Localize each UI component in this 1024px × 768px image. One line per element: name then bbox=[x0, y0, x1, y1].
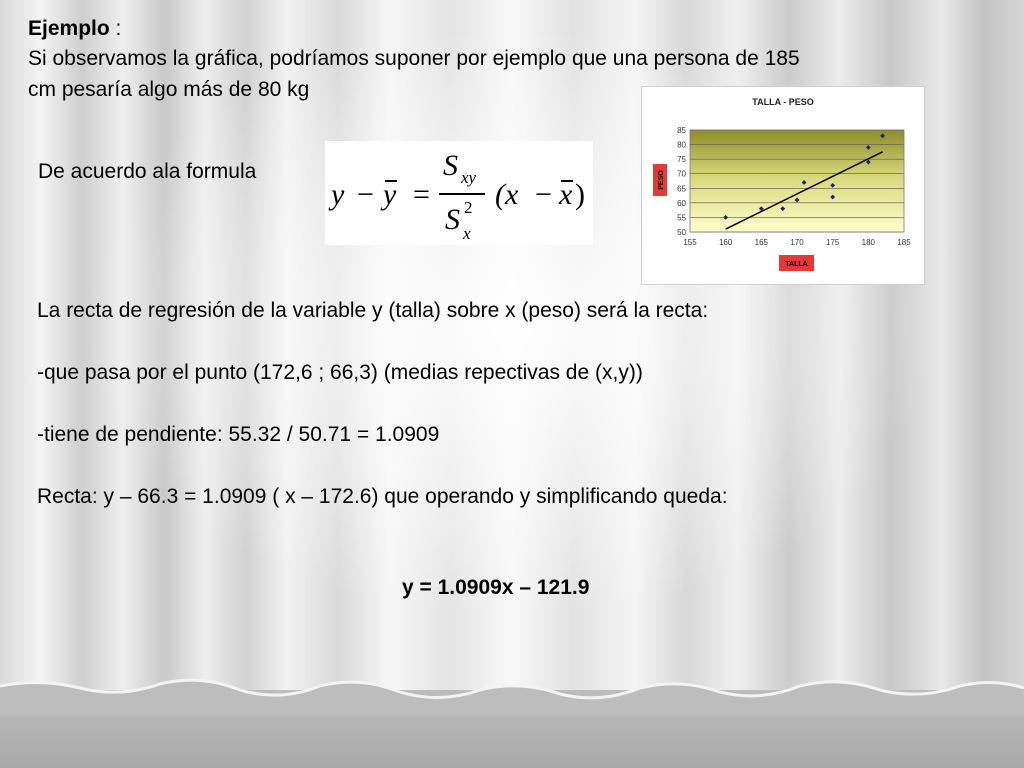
heading-suffix: : bbox=[109, 17, 122, 40]
y-tick-label: 75 bbox=[677, 155, 686, 165]
formula-rhs-mean: x bbox=[559, 178, 573, 211]
x-tick-label: 160 bbox=[718, 238, 733, 247]
formula-rhs-minus: − bbox=[535, 178, 552, 211]
paragraph-4: Recta: y – 66.3 = 1.0909 ( x – 172.6) que operando y simplificando queda: bbox=[37, 485, 728, 508]
formula-num-subscript: xy bbox=[461, 168, 477, 187]
regression-result: y = 1.0909x – 121.9 bbox=[402, 576, 590, 599]
x-tick-label: 175 bbox=[825, 238, 840, 247]
y-tick-label: 70 bbox=[677, 169, 686, 179]
regression-formula bbox=[325, 141, 593, 245]
chart-title: TALLA - PESO bbox=[752, 97, 814, 107]
x-tick-label: 170 bbox=[790, 238, 804, 247]
y-tick-label: 55 bbox=[677, 213, 686, 223]
formula-label: De acuerdo ala formula bbox=[38, 160, 257, 183]
x-tick-label: 165 bbox=[754, 238, 769, 247]
chart-xlabel: TALLA bbox=[785, 261, 808, 268]
formula-lhs-mean: y bbox=[383, 178, 397, 211]
chart-ylabel: PESO bbox=[658, 170, 665, 190]
scatter-chart bbox=[641, 86, 925, 285]
paragraph-1: La recta de regresión de la variable y (talla) sobre x (peso) será la recta: bbox=[37, 299, 709, 322]
x-tick-label: 180 bbox=[861, 238, 876, 247]
y-tick-label: 65 bbox=[677, 184, 686, 194]
x-tick-label: 155 bbox=[683, 238, 697, 247]
formula-equals: = bbox=[413, 178, 430, 211]
paragraph-2: -que pasa por el punto (172,6 ; 66,3) (medias repectivas de (x,y)) bbox=[37, 361, 643, 384]
intro-line-1: Si observamos la gráfica, podríamos suponer por ejemplo que una persona de 185 bbox=[28, 47, 800, 70]
paragraph-3: -tiene de pendiente: 55.32 / 50.71 = 1.0909 bbox=[37, 423, 440, 446]
formula-rhs-close: ) bbox=[575, 178, 585, 211]
chart-plot-area bbox=[690, 130, 904, 232]
formula-rhs-open: (x bbox=[495, 178, 519, 211]
formula-minus: − bbox=[357, 178, 374, 211]
curtain-hem bbox=[0, 676, 1024, 716]
heading bbox=[28, 14, 121, 44]
formula-den-symbol: S bbox=[445, 203, 460, 236]
formula-den-subscript: x bbox=[463, 224, 471, 243]
formula-den-superscript: 2 bbox=[464, 198, 473, 217]
y-tick-label: 80 bbox=[677, 140, 686, 150]
y-tick-label: 85 bbox=[677, 126, 686, 135]
y-tick-label: 50 bbox=[677, 228, 686, 237]
formula-lhs-var: y bbox=[331, 178, 345, 211]
chart-svg bbox=[642, 87, 924, 284]
formula-num-symbol: S bbox=[443, 149, 458, 182]
y-tick-label: 60 bbox=[677, 198, 686, 208]
intro-line-2: cm pesaría algo más de 80 kg bbox=[28, 78, 310, 101]
x-tick-label: 185 bbox=[897, 238, 911, 247]
heading-bold: Ejemplo bbox=[28, 17, 110, 40]
